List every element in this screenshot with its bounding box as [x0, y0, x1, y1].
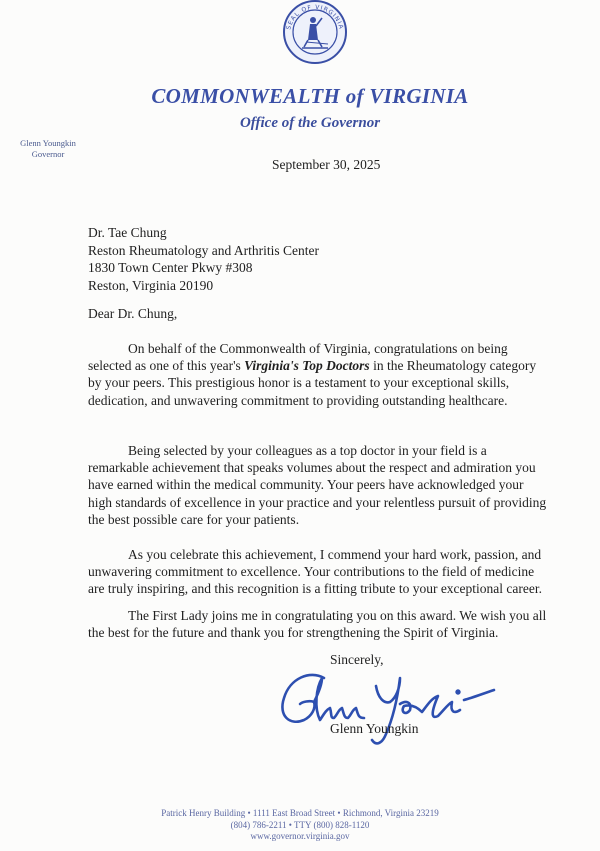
letterhead [120, 84, 500, 132]
recipient-street: 1830 Town Center Pkwy #308 [88, 260, 253, 275]
footer-address: Patrick Henry Building • 1111 East Broad Street • Richmond, Virginia 23219 [161, 808, 439, 818]
recipient-name: Dr. Tae Chung [88, 225, 167, 240]
state-suffix: VIRGINIA [369, 84, 469, 108]
recipient-organization: Reston Rheumatology and Arthritis Center [88, 242, 319, 258]
letterhead-footer [100, 808, 500, 843]
p1-text-after: in the Rheumatology category by your peers. This prestigious honor is a testament to your exceptional skills, dedication, and unwavering commitment to providing outstanding healthcare. [88, 358, 537, 408]
letter-date: September 30, 2025 [272, 157, 381, 172]
body-paragraph-4: The First Lady joins me in congratulating you on this award. We wish you all the best for the future and thank you for strengthening the Spirit of Virginia. [88, 608, 547, 641]
governor-name: Glenn Youngkin [20, 138, 76, 148]
state-of-word: of [345, 84, 364, 108]
body-paragraph-2: Being selected by your colleagues as a top doctor in your field is a remarkable achievement that speaks volumes about the respect and admiration you have earned within the medical community. Your peers have acknowledged your high standards of excellence in your practice and your relentless pursuit of providing the best possible care for your patients. [88, 443, 547, 527]
p1-emphasis: Virginia's Top Doctors [244, 358, 370, 374]
recipient-city: Reston, Virginia 20190 [88, 277, 214, 293]
governor-title: Governor [31, 149, 65, 159]
body-paragraph-1 [88, 340, 548, 409]
signer-name: Glenn Youngkin [330, 721, 419, 736]
footer-phone: (804) 786-2211 • TTY (800) 828-1120 [230, 819, 370, 830]
recipient-address [88, 224, 319, 294]
virginia-seal-icon [278, 0, 352, 68]
governor-tag [8, 138, 88, 160]
letterhead-title [120, 84, 500, 109]
state-name: COMMONWEALTH [151, 84, 341, 108]
salutation: Dear Dr. Chung, [88, 306, 178, 321]
seal-text: SEAL OF VIRGINIA [285, 3, 345, 31]
closing: Sincerely, [330, 652, 384, 667]
footer-website: www.governor.virginia.gov [250, 831, 350, 841]
body-paragraph-3: As you celebrate this achievement, I commend your hard work, passion, and unwavering commitment to excellence. Your contributions to the field of medicine are truly inspiring, and this recognition is a fitting tribute to your exceptional career. [88, 547, 542, 597]
office-title: Office of the Governor [239, 115, 381, 131]
p1-text-before: On behalf of the Commonwealth of Virginia, congratulations on being selected as one of this year's [88, 341, 508, 374]
